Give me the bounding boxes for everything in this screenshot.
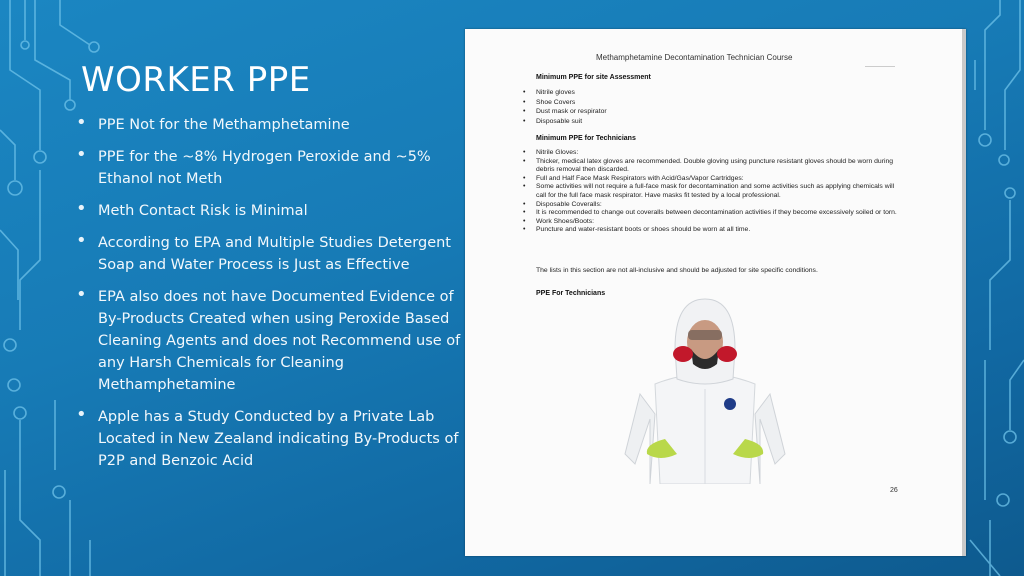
list-item: • Nitrile Gloves: <box>523 149 903 158</box>
scanned-document-page <box>465 29 966 556</box>
ppe-heading: PPE For Technicians <box>536 290 606 297</box>
list-item: • Full and Half Face Mask Respirators with Acid/Gas/Vapor Cartridges: <box>523 175 903 184</box>
technicians-heading: Minimum PPE for Technicians <box>536 135 636 142</box>
list-item-detail <box>523 158 903 175</box>
list-item: • Disposable suit <box>523 117 607 127</box>
list-item: • Dust mask or respirator <box>523 107 607 117</box>
bullet-item: • EPA also does not have Documented Evidence of By-Products Created when using Peroxide Based Cleaning Agents and does not Recommend use of any Harsh Chemicals for Cleaning Methamphetamine <box>76 286 466 396</box>
bullet-item: • According to EPA and Multiple Studies Detergent Soap and Water Process is Just as Effective <box>76 232 466 276</box>
bullet-list <box>76 114 466 482</box>
technician-ppe-photo <box>605 294 805 484</box>
document-mark <box>865 66 895 67</box>
list-item: • Work Shoes/Boots: <box>523 218 903 227</box>
detail-text: Thicker, medical latex gloves are recommended. Double gloving using puncture resistant gloves should be worn during debris removal then discarded. <box>536 157 894 174</box>
list-item: • Nitrile gloves <box>523 88 607 98</box>
detail-text: It is recommended to change out coveralls between decontamination activities if they become excessively soiled or torn. <box>536 209 897 217</box>
list-item: • Shoe Covers <box>523 98 607 108</box>
document-course-title: Methamphetamine Decontamination Technician Course <box>596 53 793 62</box>
list-item-detail <box>523 209 903 218</box>
assessment-list <box>523 88 607 126</box>
list-item-detail <box>523 226 903 235</box>
slide-title: WORKER PPE <box>81 60 311 100</box>
bullet-item: • Meth Contact Risk is Minimal <box>76 200 466 222</box>
document-note: The lists in this section are not all-inclusive and should be adjusted for site specific conditions. <box>536 267 818 274</box>
list-item: • Disposable Coveralls: <box>523 201 903 210</box>
assessment-heading: Minimum PPE for site Assessment <box>536 74 651 81</box>
bullet-item: • PPE for the ~8% Hydrogen Peroxide and ~5% Ethanol not Meth <box>76 146 466 190</box>
list-item-detail <box>523 183 903 200</box>
page-edge <box>962 29 966 556</box>
bullet-item: • PPE Not for the Methamphetamine <box>76 114 466 136</box>
page-number: 26 <box>890 487 898 494</box>
detail-text: Puncture and water-resistant boots or shoes should be worn at all time. <box>536 226 751 234</box>
detail-text: Some activities will not require a full-face mask for decontamination and some activities such as applying chemicals will call for the full face mask respirator. Have masks fit tested by a local professional. <box>536 183 895 199</box>
bullet-item: • Apple has a Study Conducted by a Private Lab Located in New Zealand indicating By-Products of P2P and Benzoic Acid <box>76 406 466 472</box>
technicians-list <box>523 149 903 235</box>
